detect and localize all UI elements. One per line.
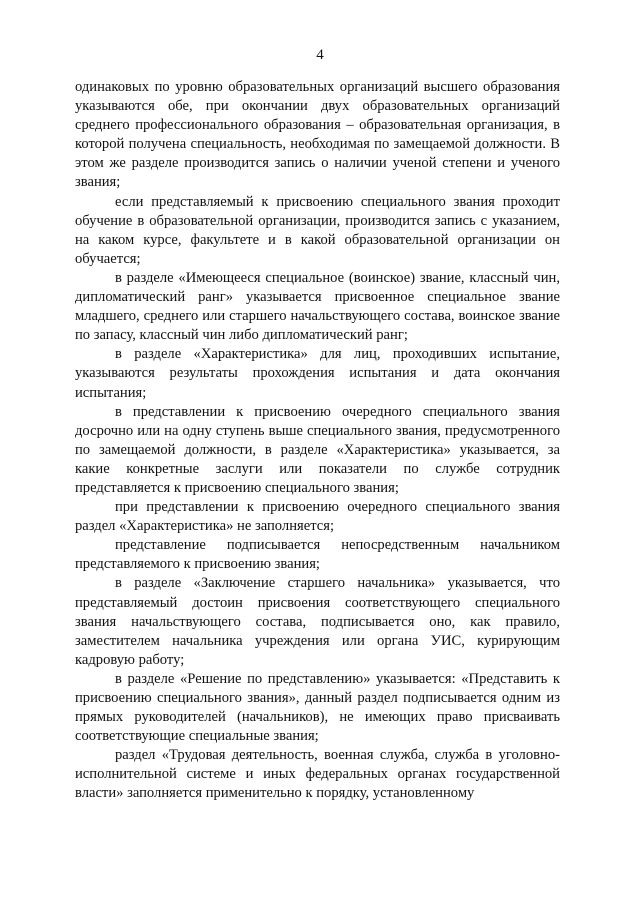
paragraph-senior-conclusion: в разделе «Заключение старшего начальника» указывается, что представляемый достоин присвоения соответствующего специального звания начальствующего состава, подписывается оно, как правило, заместителем начальника учреждения или органа УИС, курирующим кадровую работу; [75,575,560,668]
paragraph-current-study: если представляемый к присвоению специального звания проходит обучение в образовательной организации, производится запись с указанием, на каком курсе, факультете и в какой образовательной организации он обучается; [75,193,560,267]
paragraph-decision: в разделе «Решение по представлению» указывается: «Представить к присвоению специального звания», данный раздел подписывается одним из прямых руководителей (начальников), не имеющих право присваивать соответствующие специальные звания; [75,670,560,745]
paragraph-early-promotion: в представлении к присвоению очередного специального звания досрочно или на одну ступень выше специального звания, предусмотренного по замещаемой должности, в разделе «Характеристика» указывается, за какие конкретные заслуги или показатели по службе сотрудник представляется к присвоению специального звания; [75,403,560,496]
paragraph-characteristic-not-filled: при представлении к присвоению очередного специального звания раздел «Характеристика» не заполняется; [75,499,560,535]
paragraph-special-rank: в разделе «Имеющееся специальное (воинское) звание, классный чин, дипломатический ранг» указывается присвоенное специальное звание младшего, среднего или старшего начальствующего состава, воинское звание по запасу, классный чин либо дипломатический ранг; [75,269,560,344]
document-body [75,78,560,804]
page-number: 4 [316,47,324,63]
paragraph-education-continued: одинаковых по уровню образовательных организаций высшего образования указываются обе, при окончании двух образовательных организаций среднего профессионального образования – образовательная организация, в которой получена специальность, необходимая по замещаемой должности. В этом же разделе производится запись о наличии ученой степени и ученого звания; [75,79,560,191]
paragraph-characteristic-probation: в разделе «Характеристика» для лиц, проходивших испытание, указываются результаты прохождения испытания и дата окончания испытания; [75,346,560,401]
paragraph-signed-by-supervisor: представление подписывается непосредственным начальником представляемого к присвоению звания; [75,537,560,573]
paragraph-work-history: раздел «Трудовая деятельность, военная служба, служба в уголовно-исполнительной системе и иных федеральных органах государственной власти» заполняется применительно к порядку, установленному [75,747,560,802]
